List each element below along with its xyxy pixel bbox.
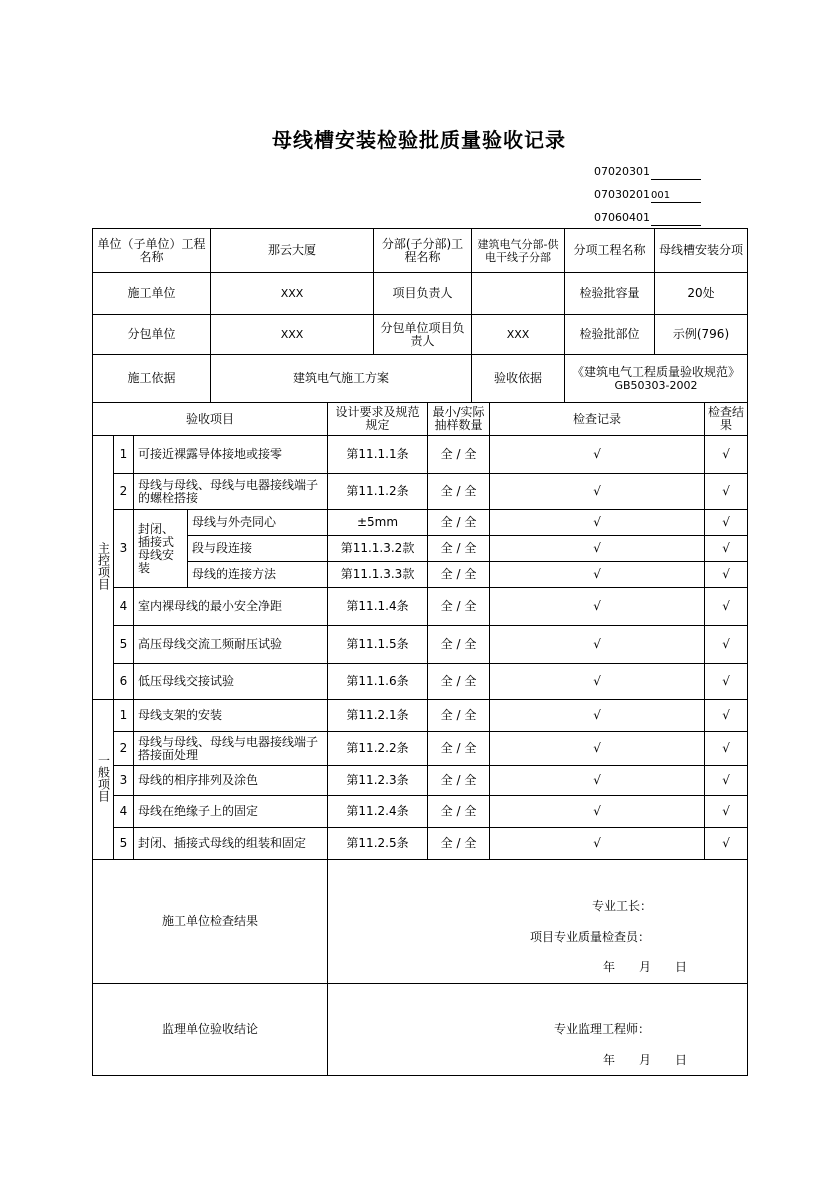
table-row bbox=[93, 766, 748, 796]
capacity-value: 20处 bbox=[655, 273, 748, 315]
row-name: 低压母线交接试验 bbox=[134, 664, 328, 700]
row-spec: 第11.2.5条 bbox=[328, 828, 428, 860]
construct-value: XXX bbox=[211, 273, 374, 315]
row-record: √ bbox=[490, 510, 705, 536]
row-record: √ bbox=[490, 700, 705, 732]
division-value: 建筑电气分部-供电干线子分部 bbox=[472, 229, 565, 273]
table-row bbox=[93, 796, 748, 828]
row-record: √ bbox=[490, 436, 705, 474]
row-result: √ bbox=[705, 664, 748, 700]
row-spec: 第11.2.3条 bbox=[328, 766, 428, 796]
table-row bbox=[93, 828, 748, 860]
code-line: 07020301 bbox=[594, 164, 714, 187]
row-record: √ bbox=[490, 828, 705, 860]
row-name: 母线支架的安装 bbox=[134, 700, 328, 732]
row-name: 母线在绝缘子上的固定 bbox=[134, 796, 328, 828]
accept-basis-line1: 《建筑电气工程质量验收规范》 bbox=[571, 364, 740, 379]
table-row bbox=[93, 536, 748, 562]
col-spec: 设计要求及规范规定 bbox=[328, 403, 428, 436]
row-result: √ bbox=[705, 700, 748, 732]
col-item: 验收项目 bbox=[93, 403, 328, 436]
date-month: 月 bbox=[639, 1053, 652, 1067]
row-name: 高压母线交流工频耐压试验 bbox=[134, 626, 328, 664]
table-row bbox=[93, 510, 748, 536]
foreman-label: 专业工长： bbox=[592, 899, 653, 913]
basis-value: 建筑电气施工方案 bbox=[211, 355, 472, 403]
item-value: 母线槽安装分项 bbox=[655, 229, 748, 273]
date-year: 年 bbox=[603, 960, 616, 974]
general-section-label: 一般项目 bbox=[93, 700, 114, 860]
row-name: 段与段连接 bbox=[188, 536, 328, 562]
row-name: 母线的连接方法 bbox=[188, 562, 328, 588]
pm-value bbox=[472, 273, 565, 315]
part-value: 示例(796) bbox=[655, 315, 748, 355]
row-record: √ bbox=[490, 536, 705, 562]
sub-pm-label: 分包单位项目负责人 bbox=[374, 315, 472, 355]
row-name: 母线与母线、母线与电器接线端子搭接面处理 bbox=[134, 732, 328, 766]
row-record: √ bbox=[490, 796, 705, 828]
row-name: 母线与母线、母线与电器接线端子的螺栓搭接 bbox=[134, 474, 328, 510]
date-day: 日 bbox=[675, 960, 688, 974]
row-sample: 全 / 全 bbox=[428, 796, 490, 828]
row-no: 1 bbox=[114, 436, 134, 474]
row-spec: 第11.1.6条 bbox=[328, 664, 428, 700]
row-record: √ bbox=[490, 588, 705, 626]
row-spec: 第11.1.4条 bbox=[328, 588, 428, 626]
row-sample: 全 / 全 bbox=[428, 766, 490, 796]
row-no: 1 bbox=[114, 700, 134, 732]
table-row bbox=[93, 474, 748, 510]
row-name: 室内裸母线的最小安全净距 bbox=[134, 588, 328, 626]
division-label: 分部(子分部)工程名称 bbox=[374, 229, 472, 273]
inspector-label: 项目专业质量检查员： bbox=[530, 930, 651, 944]
table-row bbox=[93, 588, 748, 626]
construct-check-area bbox=[328, 860, 748, 984]
row-name: 封闭、插接式母线的组装和固定 bbox=[134, 828, 328, 860]
row-spec: 第11.1.1条 bbox=[328, 436, 428, 474]
row-spec: 第11.1.3.3款 bbox=[328, 562, 428, 588]
row-record: √ bbox=[490, 626, 705, 664]
row-result: √ bbox=[705, 474, 748, 510]
row-spec: 第11.2.4条 bbox=[328, 796, 428, 828]
code-line: 07060401 bbox=[594, 210, 714, 233]
row-result: √ bbox=[705, 766, 748, 796]
unit-value: 那云大厦 bbox=[211, 229, 374, 273]
row-record: √ bbox=[490, 732, 705, 766]
row-record: √ bbox=[490, 664, 705, 700]
row-no: 2 bbox=[114, 474, 134, 510]
table-row bbox=[93, 732, 748, 766]
row-no: 3 bbox=[114, 766, 134, 796]
row-sample: 全 / 全 bbox=[428, 474, 490, 510]
row-name: 可接近裸露导体接地或接零 bbox=[134, 436, 328, 474]
col-sample: 最小/实际抽样数量 bbox=[428, 403, 490, 436]
row-record: √ bbox=[490, 562, 705, 588]
sub3-label: 封闭、插接式母线安装 bbox=[134, 510, 188, 588]
table-row bbox=[93, 562, 748, 588]
inspection-table bbox=[92, 402, 748, 1076]
part-label: 检验批部位 bbox=[565, 315, 655, 355]
table-row bbox=[93, 626, 748, 664]
row-result: √ bbox=[705, 626, 748, 664]
row-result: √ bbox=[705, 588, 748, 626]
row-record: √ bbox=[490, 474, 705, 510]
row-sample: 全 / 全 bbox=[428, 562, 490, 588]
row-result: √ bbox=[705, 796, 748, 828]
date-month: 月 bbox=[639, 960, 652, 974]
row-sample: 全 / 全 bbox=[428, 700, 490, 732]
row-no: 3 bbox=[114, 510, 134, 588]
construct-label: 施工单位 bbox=[93, 273, 211, 315]
row-name: 母线的相序排列及涂色 bbox=[134, 766, 328, 796]
row-spec: ±5mm bbox=[328, 510, 428, 536]
pm-label: 项目负责人 bbox=[374, 273, 472, 315]
item-label: 分项工程名称 bbox=[565, 229, 655, 273]
engineer-label: 专业监理工程师： bbox=[554, 1022, 651, 1036]
date-year: 年 bbox=[603, 1053, 616, 1067]
code-block bbox=[594, 164, 714, 233]
supervise-check-label: 监理单位验收结论 bbox=[93, 984, 328, 1076]
date-day: 日 bbox=[675, 1053, 688, 1067]
row-spec: 第11.1.2条 bbox=[328, 474, 428, 510]
row-result: √ bbox=[705, 536, 748, 562]
table-row bbox=[93, 436, 748, 474]
page-title: 母线槽安装检验批质量验收记录 bbox=[272, 128, 566, 152]
main-section-label: 主控项目 bbox=[93, 436, 114, 700]
supervise-check-area bbox=[328, 984, 748, 1076]
construct-check-label: 施工单位检查结果 bbox=[93, 860, 328, 984]
capacity-label: 检验批容量 bbox=[565, 273, 655, 315]
sub-pm-value: XXX bbox=[472, 315, 565, 355]
row-no: 4 bbox=[114, 588, 134, 626]
header-table bbox=[92, 228, 748, 403]
row-sample: 全 / 全 bbox=[428, 626, 490, 664]
accept-basis-value bbox=[565, 355, 748, 403]
row-no: 2 bbox=[114, 732, 134, 766]
code-line: 07030201001 bbox=[594, 187, 714, 210]
unit-label: 单位（子单位）工程名称 bbox=[93, 229, 211, 273]
row-spec: 第11.1.5条 bbox=[328, 626, 428, 664]
row-sample: 全 / 全 bbox=[428, 436, 490, 474]
basis-label: 施工依据 bbox=[93, 355, 211, 403]
row-sample: 全 / 全 bbox=[428, 510, 490, 536]
table-row bbox=[93, 664, 748, 700]
accept-basis-line2: GB50303-2002 bbox=[614, 378, 698, 392]
row-result: √ bbox=[705, 828, 748, 860]
sub-value: XXX bbox=[211, 315, 374, 355]
row-result: √ bbox=[705, 436, 748, 474]
row-result: √ bbox=[705, 562, 748, 588]
row-sample: 全 / 全 bbox=[428, 828, 490, 860]
row-result: √ bbox=[705, 510, 748, 536]
accept-basis-label: 验收依据 bbox=[472, 355, 565, 403]
row-name: 母线与外壳同心 bbox=[188, 510, 328, 536]
sub-label: 分包单位 bbox=[93, 315, 211, 355]
row-no: 4 bbox=[114, 796, 134, 828]
row-sample: 全 / 全 bbox=[428, 732, 490, 766]
row-no: 5 bbox=[114, 828, 134, 860]
row-spec: 第11.1.3.2款 bbox=[328, 536, 428, 562]
col-result: 检查结果 bbox=[705, 403, 748, 436]
row-spec: 第11.2.2条 bbox=[328, 732, 428, 766]
row-sample: 全 / 全 bbox=[428, 664, 490, 700]
row-record: √ bbox=[490, 766, 705, 796]
row-sample: 全 / 全 bbox=[428, 536, 490, 562]
row-no: 5 bbox=[114, 626, 134, 664]
col-record: 检查记录 bbox=[490, 403, 705, 436]
table-row bbox=[93, 700, 748, 732]
row-no: 6 bbox=[114, 664, 134, 700]
row-result: √ bbox=[705, 732, 748, 766]
row-spec: 第11.2.1条 bbox=[328, 700, 428, 732]
row-sample: 全 / 全 bbox=[428, 588, 490, 626]
